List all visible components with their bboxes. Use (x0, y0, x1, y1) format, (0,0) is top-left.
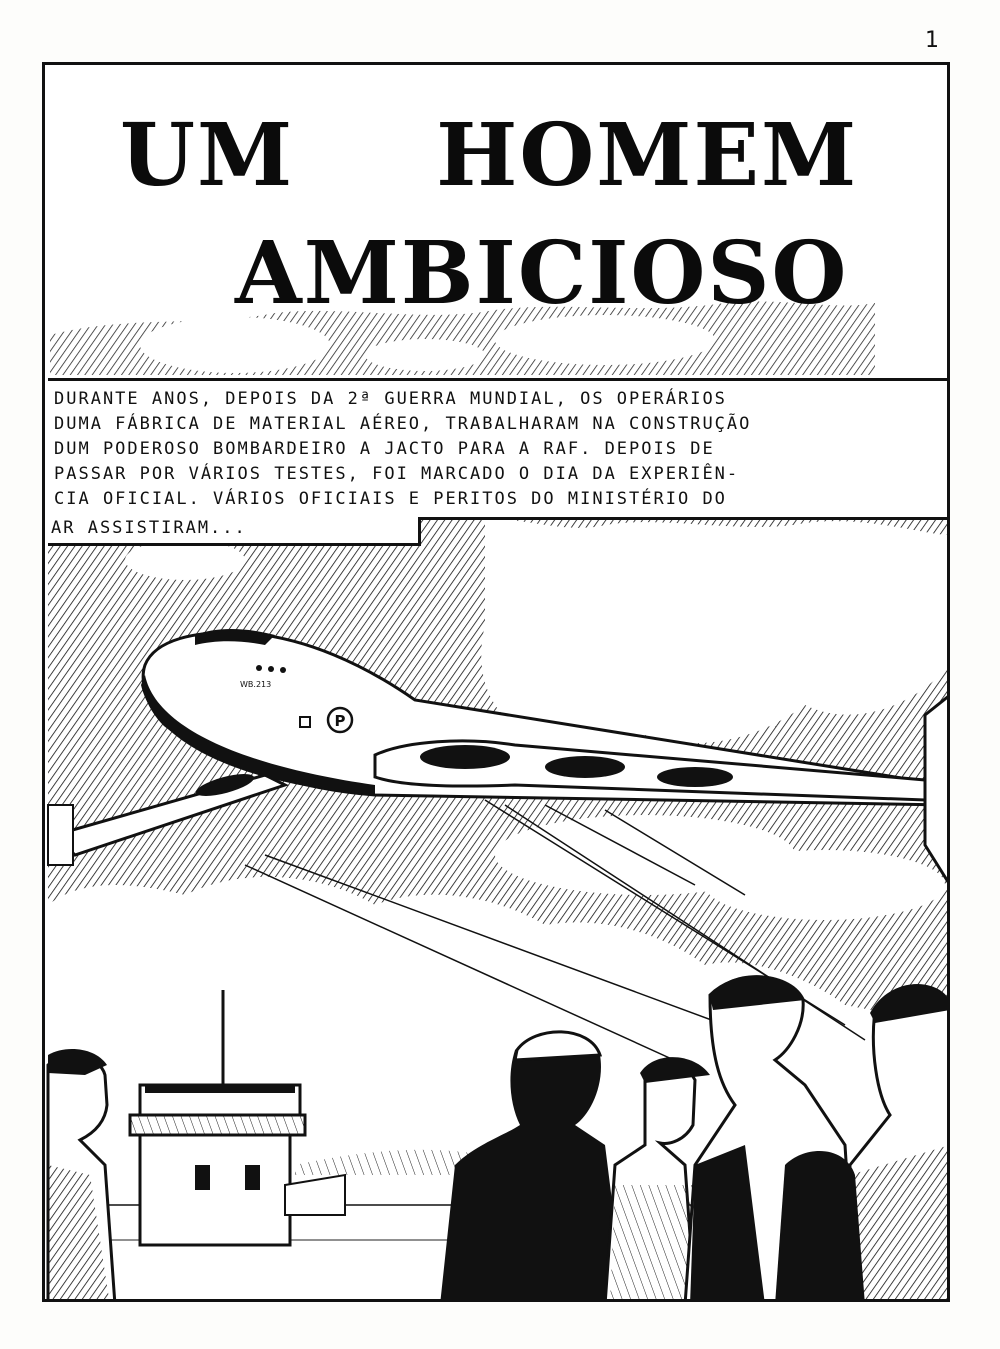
comic-panel (42, 62, 950, 1302)
narration-caption-box (48, 378, 950, 520)
officer-left (48, 1049, 115, 1302)
title-line-1: UM HOMEM (120, 105, 859, 206)
narration-text: DURANTE ANOS, DEPOIS DA 2ª GUERRA MUNDIAL, OS OPERÁRIOS DUMA FÁBRICA DE MATERIAL AÉREO, TRABALHARAM NA CONSTRUÇÃO DUM PODEROSO BOMBARDEIRO A JACTO PARA A RAF. DEPOIS DE PASSAR POR VÁRIOS TESTES, FOI MARCADO O DIA DA EXPERIÊN- CIA OFICIAL. VÁRIOS OFICIAIS E PERITOS DO MINISTÉRIO DO (54, 389, 752, 509)
title-line-2: AMBICIOSO (235, 223, 849, 324)
narration-caption-tail (48, 517, 421, 546)
officer-far-right-shadow (775, 1151, 865, 1302)
aircraft-serial: WB.213 (240, 680, 272, 689)
officer-back-1 (440, 1032, 625, 1302)
page-number: 1 (925, 28, 939, 53)
narration-tail-text: AR ASSISTIRAM... (51, 518, 247, 538)
aircraft-roundel-label: P (334, 712, 346, 730)
